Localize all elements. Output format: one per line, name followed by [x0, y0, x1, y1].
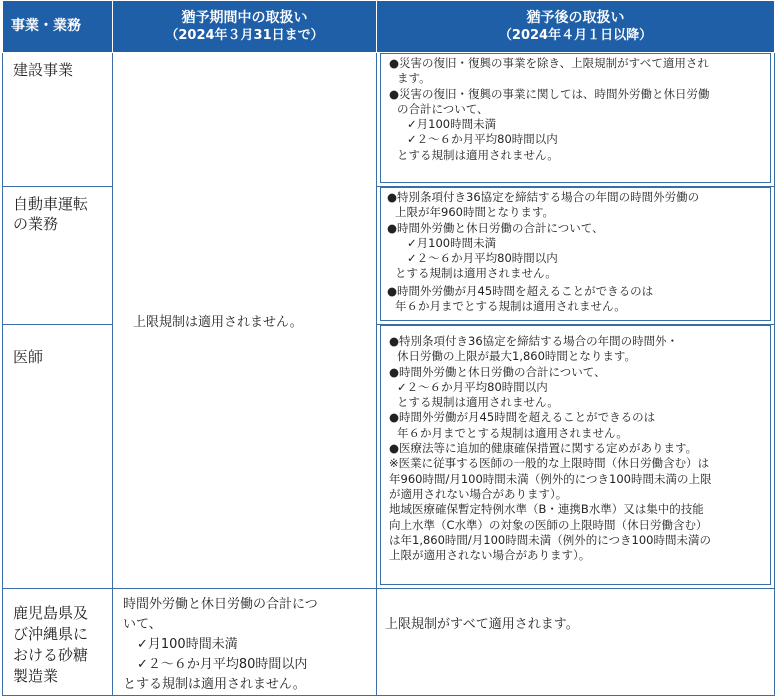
text-line: ✓月100時間未満 [137, 637, 238, 652]
header-category: 事業・業務 [3, 1, 113, 53]
header-after-period: （2024年４月１日以降） [498, 27, 653, 43]
category-construction: 建設事業 [3, 53, 113, 187]
text-line: 年６か月までとする規制は適用されません。 [397, 425, 628, 440]
text-line: ●特別条項付き36協定を締結する場合の年間の時間外労働の [387, 190, 700, 204]
text-line: ✓２～６か月平均80時間以内 [397, 379, 548, 394]
text-line: 上限が年960時間となります。 [395, 205, 555, 220]
table-row [3, 589, 775, 696]
header-during-title: 猶予期間中の取扱い [181, 9, 308, 26]
text-line: ●時間外労働と休日労働の合計について、 [389, 364, 606, 379]
text-line: 向上水準（C水準）の対象の医師の上限時間（休日労働含む） [389, 517, 708, 532]
text-line: 地域医療確保暫定特例水準（B・連携B水準）又は集中的技能 [389, 502, 704, 517]
after-driving-box [380, 187, 771, 321]
text-line: とする規制は適用されません。 [397, 395, 559, 410]
category-line: び沖縄県に [13, 625, 89, 643]
after-sugar-text: 上限規制がすべて適用されます。 [385, 617, 579, 632]
after-sugar-cell [377, 589, 775, 696]
category-line: の業務 [13, 215, 59, 233]
text-line: ●時間外労働と休日労働の合計について、 [387, 220, 604, 235]
text-line: ●時間外労働が月45時間を超えることができるのは [389, 410, 656, 425]
text-line: ✓月100時間未満 [407, 117, 497, 132]
text-line: とする規制は適用されません。 [123, 677, 306, 692]
text-line: の合計について、 [397, 101, 489, 116]
after-doctor-cell [377, 325, 775, 589]
text-line: 上限が適用されない場合があります）。 [389, 548, 591, 563]
text-line: とする規制は適用されません。 [397, 147, 559, 162]
text-line: ●特別条項付き36協定を締結する場合の年間の時間外・ [389, 334, 679, 348]
text-line: とする規制は適用されません。 [395, 266, 557, 281]
after-driving-cell [377, 187, 775, 325]
header-during-period: （2024年３月31日まで） [165, 27, 324, 43]
text-line: ●時間外労働が月45時間を超えることができるのは [387, 283, 654, 298]
text-line: ✓２～６か月平均80時間以内 [137, 657, 308, 672]
text-line: が適用されない場合があります）。 [389, 486, 568, 501]
header-during [113, 1, 377, 53]
text-line: ます。 [397, 71, 431, 86]
category-line: 自動車運転 [13, 195, 89, 213]
after-construction-box [380, 53, 771, 183]
category-line: 製造業 [13, 667, 59, 685]
text-line: 時間外労働と休日労働の合計につ [123, 597, 318, 612]
table-row [3, 53, 775, 187]
during-sugar-cell [113, 589, 377, 696]
header-after [377, 1, 775, 53]
text-line: ✓２～６か月平均80時間以内 [407, 132, 558, 147]
text-line: ✓２～６か月平均80時間以内 [407, 251, 558, 266]
during-shared-text: 上限規制は適用されません。 [133, 315, 303, 330]
text-line: 年６か月までとする規制は適用されません。 [395, 299, 626, 314]
text-line: ✓月100時間未満 [407, 235, 497, 250]
category-doctor: 医師 [3, 325, 113, 589]
category-driving [3, 187, 113, 325]
category-line: おける砂糖 [13, 646, 89, 664]
text-line: いて、 [123, 617, 162, 632]
category-sugar [3, 589, 113, 696]
during-shared-cell [113, 53, 377, 589]
text-line: ●災害の復旧・復興の事業に関しては、時間外労働と休日労働 [389, 86, 710, 101]
after-doctor-box [380, 325, 771, 585]
category-line: 鹿児島県及 [13, 604, 89, 622]
regulation-table [2, 0, 775, 696]
header-after-title: 猶予後の取扱い [526, 9, 625, 26]
text-line: ●医療法等に追加的健康確保措置に関する定めがあります。 [389, 441, 698, 456]
text-line: 年960時間/月100時間未満（例外的につき100時間未満の上限 [389, 471, 712, 486]
after-construction-cell [377, 53, 775, 187]
text-line: は年1,860時間/月100時間未満（例外的につき100時間未満の [389, 532, 711, 547]
text-line: ※医業に従事する医師の一般的な上限時間（休日労働含む）は [389, 456, 710, 471]
text-line: 休日労働の上限が最大1,860時間となります。 [397, 349, 636, 364]
header-row [3, 1, 775, 53]
text-line: ●災害の復旧・復興の事業を除き、上限規制がすべて適用され [389, 56, 709, 70]
